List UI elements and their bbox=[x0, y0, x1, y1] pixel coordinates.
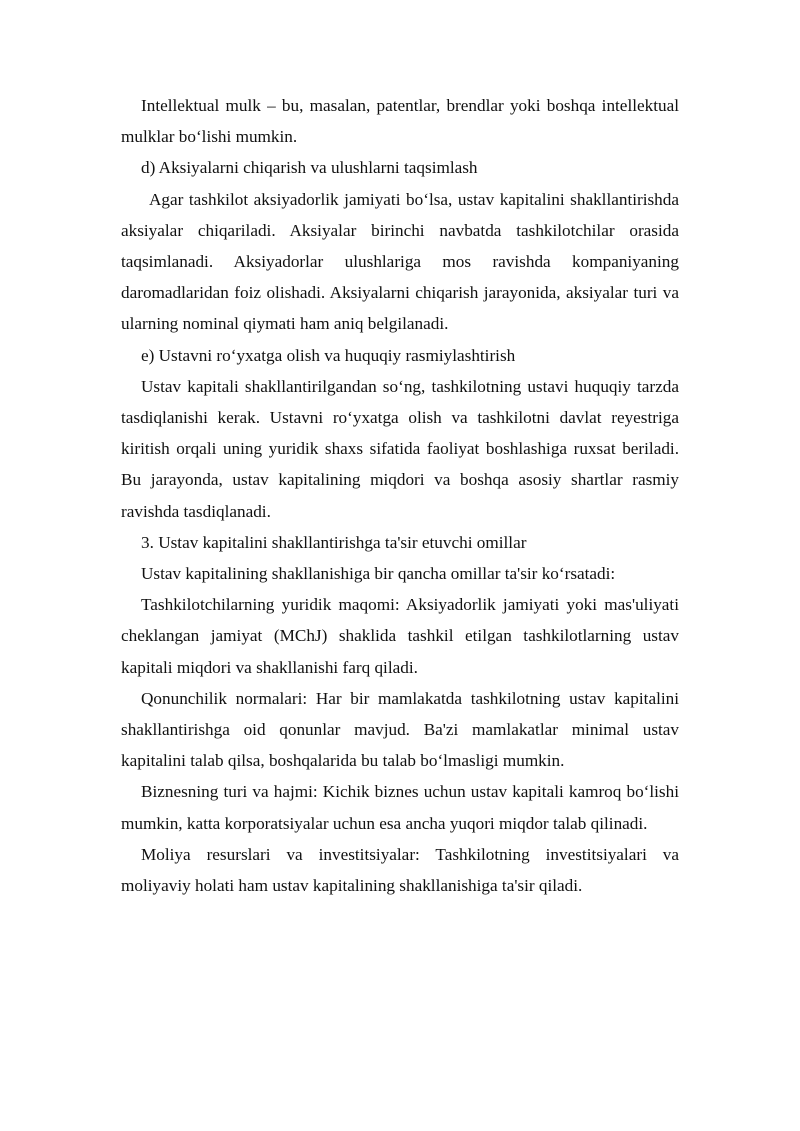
paragraph-intellectual-property: Intellektual mulk – bu, masalan, patentlar, brendlar yoki boshqa intellektual mulklar boʻlishi mumkin. bbox=[121, 96, 679, 147]
section-heading-factors: 3. Ustav kapitalini shakllantirishga ta'sir etuvchi omillar bbox=[141, 532, 527, 552]
subheading-shares-issuance: d) Aksiyalarni chiqarish va ulushlarni taqsimlash bbox=[141, 158, 478, 178]
paragraph-business-size: Biznesning turi va hajmi: Kichik biznes uchun ustav kapitali kamroq boʻlishi mumkin, katta korporatsiyalar uchun esa ancha yuqori miqdor talab qilinadi. bbox=[121, 782, 679, 833]
subheading-charter-registration: e) Ustavni roʻyxatga olish va huquqiy rasmiylashtirish bbox=[141, 345, 516, 365]
paragraph-legislation: Qonunchilik normalari: Har bir mamlakatda tashkilotning ustav kapitalini shakllantirishga oid qonunlar mavjud. Ba'zi mamlakatlar minimal ustav kapitalini talab qilsa, boshqalarida bu talab boʻlmasligi mumkin. bbox=[121, 688, 679, 771]
paragraph-shares-issuance: Agar tashkilot aksiyadorlik jamiyati boʻlsa, ustav kapitalini shakllantirishda aksiyalar chiqariladi. Aksiyalar birinchi navbatda tashkilotchilar orasida taqsimlanadi. Aksiyadorlar ulushlariga mos ravishda kompaniyaning daromadlaridan foiz olishadi. Aksiyalarni chiqarish jarayonida, aksiyalar turi va ularning nominal qiymati ham aniq belgilanadi. bbox=[121, 189, 679, 334]
paragraph-financial-resources: Moliya resurslari va investitsiyalar: Tashkilotning investitsiyalari va moliyaviy holati ham ustav kapitalining shakllanishiga ta'sir qiladi. bbox=[121, 844, 679, 896]
paragraph-charter-registration: Ustav kapitali shakllantirilgandan soʻng, tashkilotning ustavi huquqiy tarzda tasdiqlanishi kerak. Ustavni roʻyxatga olish va tashkilotni davlat reyestriga kiritish orqali uning yuridik shaxs sifatida faoliyat boshlashiga ruxsat beriladi. Bu jarayonda, ustav kapitalining miqdori va boshqa asosiy shartlar rasmiy ravishda tasdiqlanadi. bbox=[121, 376, 679, 521]
document-page bbox=[121, 90, 679, 901]
paragraph-legal-status: Tashkilotchilarning yuridik maqomi: Aksiyadorlik jamiyati yoki mas'uliyati cheklangan jamiyat (MChJ) shaklida tashkil etilgan tashkilotlarning ustav kapitali miqdori va shakllanishi farq qiladi. bbox=[121, 595, 679, 677]
paragraph-factors-intro: Ustav kapitalining shakllanishiga bir qancha omillar ta'sir koʻrsatadi: bbox=[141, 564, 616, 584]
